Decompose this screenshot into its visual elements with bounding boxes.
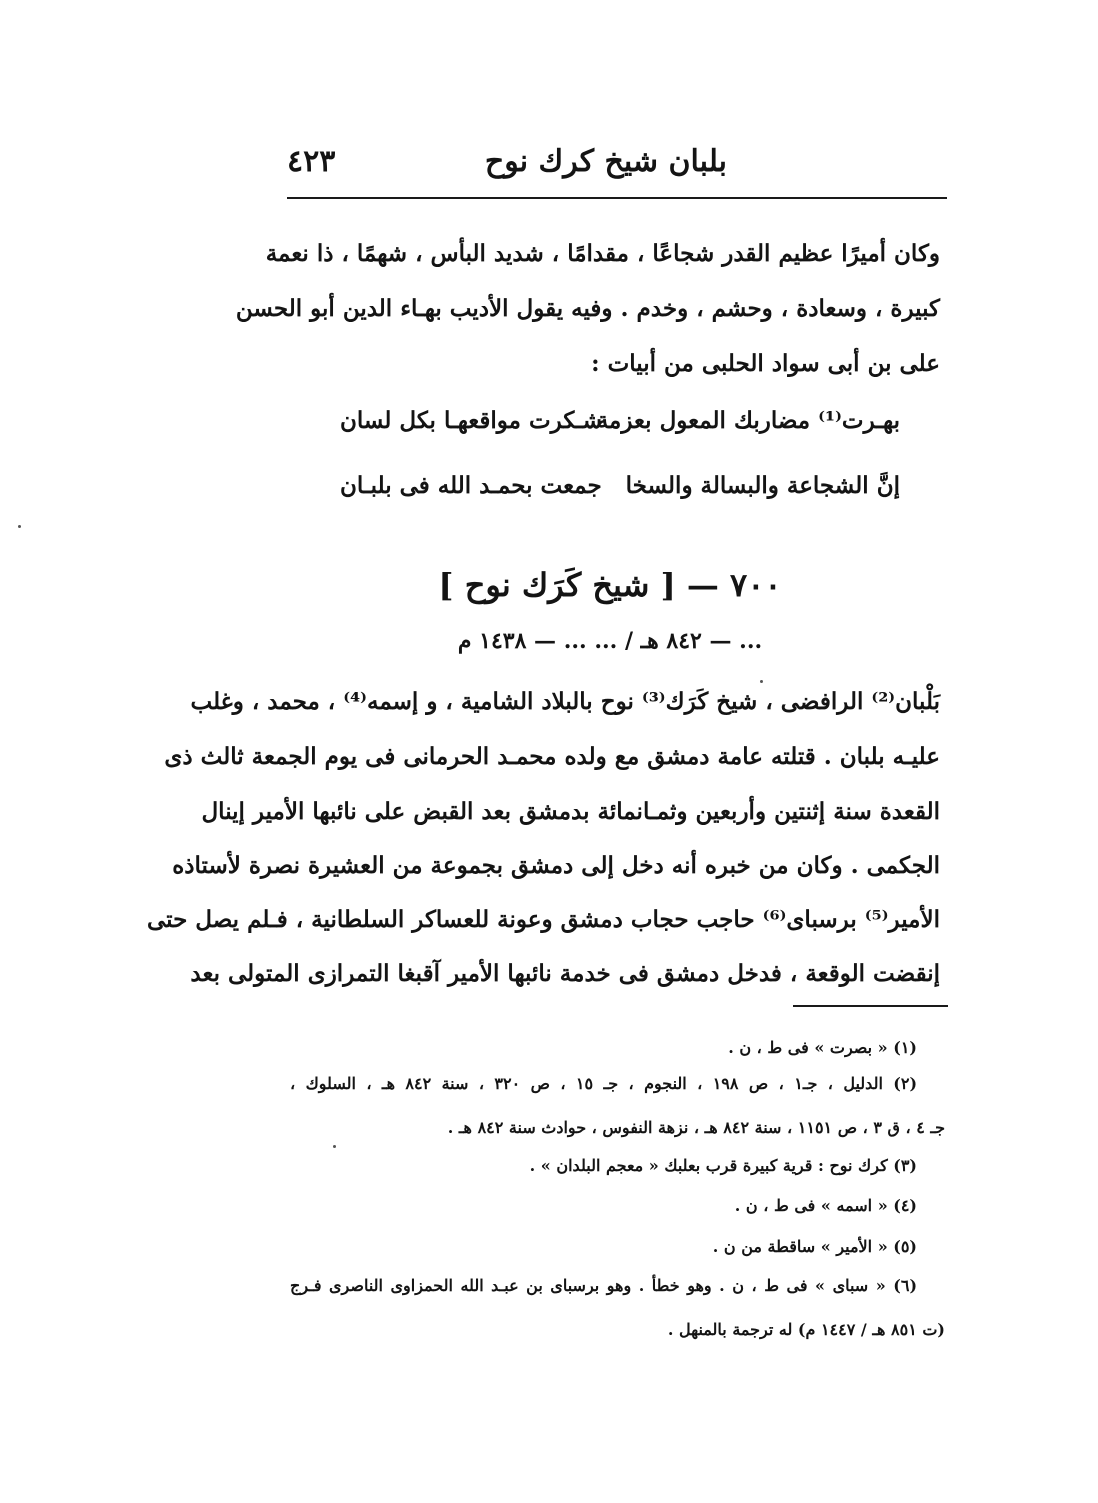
page-number: ٤٢٣ bbox=[287, 144, 336, 179]
header-rule bbox=[287, 197, 947, 199]
paragraph-line: إنقضت الوقعة ، فدخل دمشق فى خدمة نائبها الأمير آقبغا التمرازى المتولى بعد bbox=[190, 960, 940, 987]
paragraph-line: على بن أبى سواد الحلبى من أبيات : bbox=[591, 350, 940, 377]
footnote-5: (٥) « الأمير » ساقطة من ن . bbox=[712, 1237, 917, 1256]
entry-heading: ٧٠٠ — [ شيخ كَرَك نوح ] bbox=[438, 566, 782, 604]
paragraph-line: بَلْبان⁽²⁾ الرافضى ، شيخ كَرَك⁽³⁾ نوح بالبلاد الشامية ، و إسمه⁽⁴⁾ ، محمد ، وغلب bbox=[190, 688, 940, 715]
footnote-6: (٦) « سباى » فى ط ، ن . وهو خطأ . وهو برسباى بن عبـد الله الحمزاوى الناصرى فـرج bbox=[290, 1276, 918, 1295]
verse-second-hemistich: شـكرت مواقعهـا بكل لسان bbox=[340, 407, 603, 434]
entry-dates: ... — ٨٤٢ هـ / ... ... — ١٤٣٨ م bbox=[457, 628, 763, 654]
footnote-2: (٢) الدليل ، جـ١ ، ص ١٩٨ ، النجوم ، جـ ١٥ ، ص ٣٢٠ ، سنة ٨٤٢ هـ ، السلوك ، bbox=[290, 1074, 918, 1093]
verse-first-hemistich: إنَّ الشجاعة والبسالة والسخا bbox=[625, 472, 900, 499]
paragraph-line: الأمير⁽⁵⁾ برسباى⁽⁶⁾ حاجب حجاب دمشق وعونة للعساكر السلطانية ، فـلم يصل حتى bbox=[146, 906, 940, 933]
footnote-3: (٣) كرك نوح : قرية كبيرة قرب بعلبك « معجم البلدان » . bbox=[529, 1156, 917, 1175]
footnote-1: (١) « بصرت » فى ط ، ن . bbox=[728, 1038, 917, 1057]
scan-speck bbox=[333, 1145, 336, 1148]
paragraph-line: القعدة سنة إثنتين وأربعين وثمـانمائة بدمشق بعد القبض على نائبها الأمير إينال bbox=[201, 798, 940, 825]
footnote-6-continued: (ت ٨٥١ هـ / ١٤٤٧ م) له ترجمة بالمنهل . bbox=[667, 1320, 945, 1339]
verse-first-hemistich: بهـرت⁽¹⁾ مضاربك المعول بعزمة bbox=[596, 407, 900, 434]
running-header bbox=[287, 140, 947, 196]
scan-speck bbox=[18, 525, 21, 528]
footnote-separator bbox=[793, 1005, 948, 1007]
footnote-4: (٤) « اسمه » فى ط ، ن . bbox=[734, 1196, 917, 1215]
verse-second-hemistich: جمعت بحمـد الله فى بلبـان bbox=[340, 472, 602, 499]
scan-speck bbox=[760, 680, 763, 683]
running-title: بلبان شيخ كرك نوح bbox=[484, 144, 727, 179]
paragraph-line: عليـه بلبان . قتلته عامة دمشق مع ولده محمـد الحرمانى فى يوم الجمعة ثالث ذى bbox=[164, 743, 940, 770]
footnote-2-continued: جـ ٤ ، ق ٣ ، ص ١١٥١ ، سنة ٨٤٢ هـ ، نزهة النفوس ، حوادث سنة ٨٤٢ هـ . bbox=[447, 1118, 945, 1137]
paragraph-line: وكان أميرًا عظيم القدر شجاعًا ، مقدامًا ، شديد البأس ، شهمًا ، ذا نعمة bbox=[265, 240, 940, 267]
paragraph-line: كبيرة ، وسعادة ، وحشم ، وخدم . وفيه يقول الأديب بهـاء الدين أبو الحسن bbox=[235, 295, 940, 322]
paragraph-line: الجكمى . وكان من خبره أنه دخل إلى دمشق بجموعة من العشيرة نصرة لأستاذه bbox=[172, 852, 940, 879]
